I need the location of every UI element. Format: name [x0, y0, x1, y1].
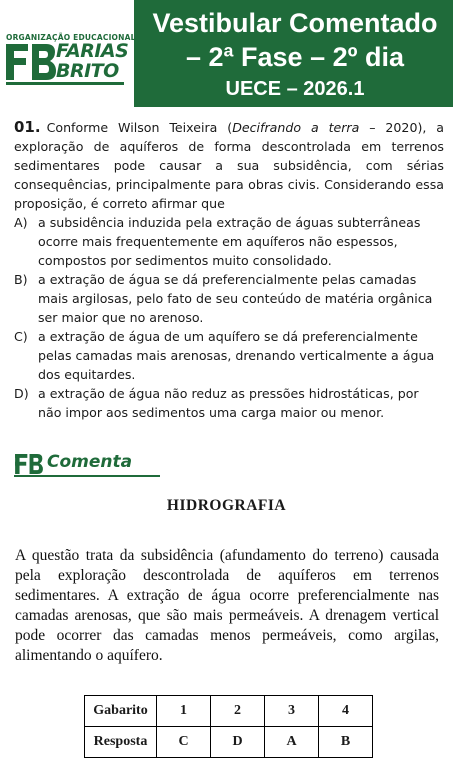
fb-small-logo-icon — [14, 454, 44, 474]
comenta-label: Comenta — [47, 452, 133, 472]
header-subtitle: – 2ª Fase – 2º dia — [186, 42, 404, 72]
question-block — [14, 118, 444, 422]
table-row — [85, 727, 373, 758]
gabarito-label: Gabarito — [85, 696, 157, 727]
logo-word-farias: FARIAS — [56, 40, 129, 62]
question-number-cell: 2 — [211, 696, 265, 727]
option-text: a extração de água de um aquífero se dá preferencialmente pelas camadas mais arenosas, drenando verticalmente a água dos equitardes. — [38, 329, 435, 382]
comenta-underline — [14, 475, 160, 477]
option-letter: A) — [14, 215, 28, 230]
page-header — [0, 0, 453, 107]
option-b — [14, 270, 444, 327]
answer-cell: C — [157, 727, 211, 758]
header-title: Vestibular Comentado — [152, 8, 438, 38]
table-row — [85, 696, 373, 727]
question-number: 01. — [14, 118, 41, 136]
option-letter: B) — [14, 272, 28, 287]
option-text: a extração de água não reduz as pressões hidrostáticas, por não impor aos sedimentos uma carga maior ou menor. — [38, 386, 419, 420]
question-number-cell: 4 — [319, 696, 373, 727]
option-letter: C) — [14, 329, 28, 344]
logo-word-brito: BRITO — [56, 60, 119, 82]
logo — [0, 0, 134, 107]
answer-table — [84, 695, 373, 758]
resposta-label: Resposta — [85, 727, 157, 758]
fb-logo-icon — [6, 44, 56, 80]
option-c — [14, 327, 444, 384]
option-text: a extração de água se dá preferencialmente pelas camadas mais argilosas, pelo fato de seu conteúdo de matéria orgânica ser maior que no arenoso. — [38, 272, 433, 325]
option-d — [14, 384, 444, 422]
question-number-cell: 3 — [265, 696, 319, 727]
answer-cell: A — [265, 727, 319, 758]
question-number-cell: 1 — [157, 696, 211, 727]
answer-cell: B — [319, 727, 373, 758]
header-exam: UECE – 2026.1 — [225, 78, 365, 100]
answer-cell: D — [211, 727, 265, 758]
org-name: ORGANIZAÇÃO EDUCACIONAL — [6, 33, 136, 42]
option-a — [14, 213, 444, 270]
logo-underline — [6, 82, 124, 85]
section-title: HIDROGRAFIA — [166, 497, 287, 514]
question-stem — [14, 118, 444, 213]
comenta-heading — [14, 452, 164, 478]
comment-body: A questão trata da subsidência (afundamento do terreno) causada pela exploração descontrolada de aquíferos em terrenos sedimentares. A extração de água ocorre preferencialmente nas camadas arenosas, que são mais permeáveis. A drenagem vertical pode ocorrer das camadas menos permeáveis, como argilas, alimentando o aquífero. — [15, 547, 439, 664]
stem-text-b: – 2020), a exploração de aquíferos de forma descontrolada em terrenos sedimentares pode causar a sua subsidência, com sérias consequências, principalmente para obras civis. Considerando essa proposição, é correto afirmar que — [14, 120, 444, 211]
option-text: a subsidência induzida pela extração de águas subterrâneas ocorre mais frequentemente em aquíferos não espessos, compostos por sedimentos muito consolidado. — [38, 215, 421, 268]
stem-book-title: Decifrando a terra — [232, 120, 360, 135]
stem-text-a: Conforme Wilson Teixeira ( — [46, 120, 233, 135]
option-letter: D) — [14, 386, 29, 401]
